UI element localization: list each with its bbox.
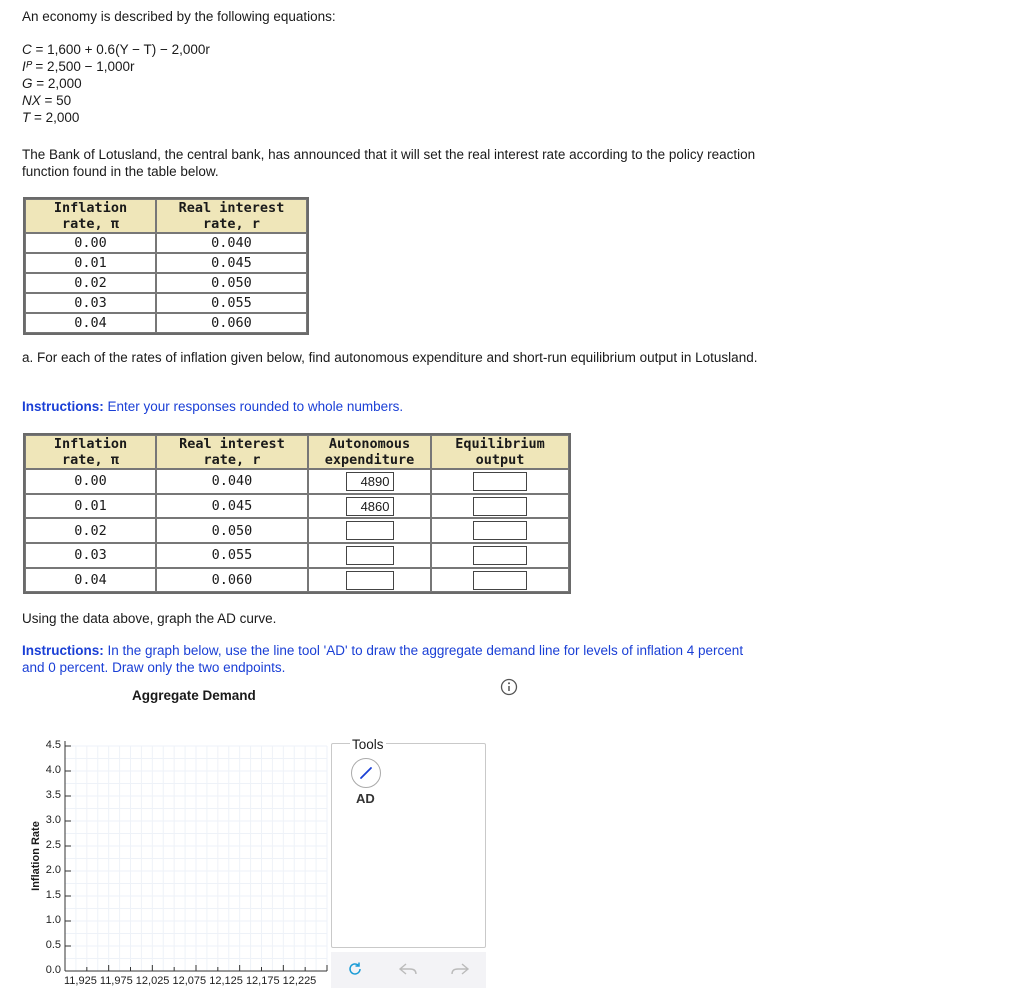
ad-line-tool-button[interactable]: [351, 758, 381, 788]
cell-inflation: 0.00: [25, 469, 156, 494]
autonomous-input[interactable]: [346, 521, 394, 540]
output-input[interactable]: [473, 546, 527, 565]
cell-inflation: 0.00: [25, 233, 156, 253]
expenditure-table: [23, 433, 571, 594]
cell-rate: 0.055: [156, 293, 307, 313]
cell-inflation: 0.02: [25, 518, 156, 543]
equation-government: G = 2,000: [22, 76, 82, 91]
header-autonomous: Autonomous expenditure: [308, 435, 431, 469]
table-row: [25, 273, 307, 293]
cell-autonomous: [308, 494, 431, 519]
table-row: [25, 233, 307, 253]
header-inflation: Inflation rate, π: [25, 199, 156, 233]
cell-inflation: 0.01: [25, 253, 156, 273]
info-icon[interactable]: [500, 678, 518, 696]
y-axis-label: Inflation Rate: [30, 821, 42, 891]
cell-inflation: 0.03: [25, 293, 156, 313]
refresh-icon[interactable]: [346, 960, 364, 978]
equation-net-exports: NX = 50: [22, 93, 72, 108]
table-row: [25, 568, 569, 593]
tools-title: Tools: [352, 737, 384, 752]
cell-rate: 0.045: [156, 253, 307, 273]
cell-autonomous: [308, 568, 431, 593]
cell-rate: 0.050: [156, 273, 307, 293]
table-row: [25, 253, 307, 273]
cell-output: [431, 568, 569, 593]
table-row: [25, 293, 307, 313]
cell-output: [431, 469, 569, 494]
graph-title: Aggregate Demand: [132, 688, 256, 703]
y-tick-label: 3.0: [45, 814, 61, 826]
autonomous-input[interactable]: [346, 571, 394, 590]
output-input[interactable]: [473, 497, 527, 516]
equation-consumption: C = 1,600 + 0.6(Y − T) − 2,000r: [22, 42, 210, 57]
policy-text: The Bank of Lotusland, the central bank, has announced that it will set the real interest rate according to the policy reaction function found in the table below.: [22, 147, 756, 179]
x-tick-label: 12,175: [245, 975, 280, 987]
table-row: [25, 494, 569, 519]
graph-grid: [65, 746, 327, 971]
header-equilibrium: Equilibrium output: [431, 435, 569, 469]
x-tick-label: 11,975: [99, 975, 133, 987]
cell-rate: 0.045: [156, 494, 308, 519]
y-tick-label: 4.5: [45, 739, 61, 751]
graph-prompt: Using the data above, graph the AD curve.: [22, 611, 277, 626]
y-tick-label: 4.0: [45, 764, 61, 776]
cell-autonomous: [308, 518, 431, 543]
cell-output: [431, 494, 569, 519]
y-tick-label: 1.5: [45, 889, 61, 901]
cell-autonomous: [308, 469, 431, 494]
cell-rate: 0.060: [156, 313, 307, 333]
header-real-rate: Real interest rate, r: [156, 435, 308, 469]
cell-rate: 0.055: [156, 543, 308, 568]
y-tick-label: 0.5: [45, 939, 61, 951]
y-tick-label: 3.5: [45, 789, 61, 801]
cell-autonomous: [308, 543, 431, 568]
table-row: [25, 469, 569, 494]
cell-inflation: 0.02: [25, 273, 156, 293]
autonomous-input[interactable]: 4860: [346, 497, 394, 516]
x-tick-label: 12,025: [135, 975, 170, 987]
equation-list: [22, 41, 210, 126]
instructions-entry: Instructions: Enter your responses rounded to whole numbers.: [22, 399, 404, 414]
undo-icon[interactable]: [398, 961, 418, 977]
cell-inflation: 0.01: [25, 494, 156, 519]
intro-text: An economy is described by the following equations:: [22, 9, 336, 24]
x-tick-label: 12,075: [172, 975, 207, 987]
line-tool-icon: [358, 765, 374, 781]
redo-icon[interactable]: [450, 961, 470, 977]
output-input[interactable]: [473, 521, 527, 540]
equation-taxes: T = 2,000: [22, 110, 80, 125]
table-row: [25, 543, 569, 568]
cell-rate: 0.060: [156, 568, 308, 593]
y-tick-label: 2.0: [45, 864, 61, 876]
ad-tool-label: AD: [356, 791, 375, 806]
header-real-rate: Real interest rate, r: [156, 199, 307, 233]
output-input[interactable]: [473, 571, 527, 590]
y-tick-label: 2.5: [45, 839, 61, 851]
equation-investment: Iᴾ = 2,500 − 1,000r: [22, 59, 135, 74]
cell-inflation: 0.03: [25, 543, 156, 568]
instructions-graph: Instructions: In the graph below, use the line tool 'AD' to draw the aggregate demand line for levels of inflation 4 percent and 0 percent. Draw only the two endpoints.: [22, 643, 744, 675]
cell-inflation: 0.04: [25, 568, 156, 593]
cell-rate: 0.050: [156, 518, 308, 543]
policy-reaction-table: [23, 197, 309, 335]
cell-rate: 0.040: [156, 469, 308, 494]
table-row: [25, 313, 307, 333]
x-tick-label: 12,125: [209, 975, 243, 987]
autonomous-input[interactable]: [346, 546, 394, 565]
cell-output: [431, 543, 569, 568]
table-row: [25, 518, 569, 543]
x-tick-label: 12,225: [282, 975, 317, 987]
cell-inflation: 0.04: [25, 313, 156, 333]
y-tick-label: 0.0: [45, 964, 61, 976]
x-tick-label: 11,925: [64, 975, 97, 987]
part-a-text: a. For each of the rates of inflation given below, find autonomous expenditure and short-run equilibrium output in Lotusland.: [22, 350, 758, 365]
cell-rate: 0.040: [156, 233, 307, 253]
autonomous-input[interactable]: 4890: [346, 472, 394, 491]
y-tick-label: 1.0: [45, 914, 61, 926]
x-tick-labels: [64, 975, 316, 987]
ad-graph-canvas[interactable]: [40, 735, 335, 990]
output-input[interactable]: [473, 472, 527, 491]
header-inflation: Inflation rate, π: [25, 435, 156, 469]
cell-output: [431, 518, 569, 543]
